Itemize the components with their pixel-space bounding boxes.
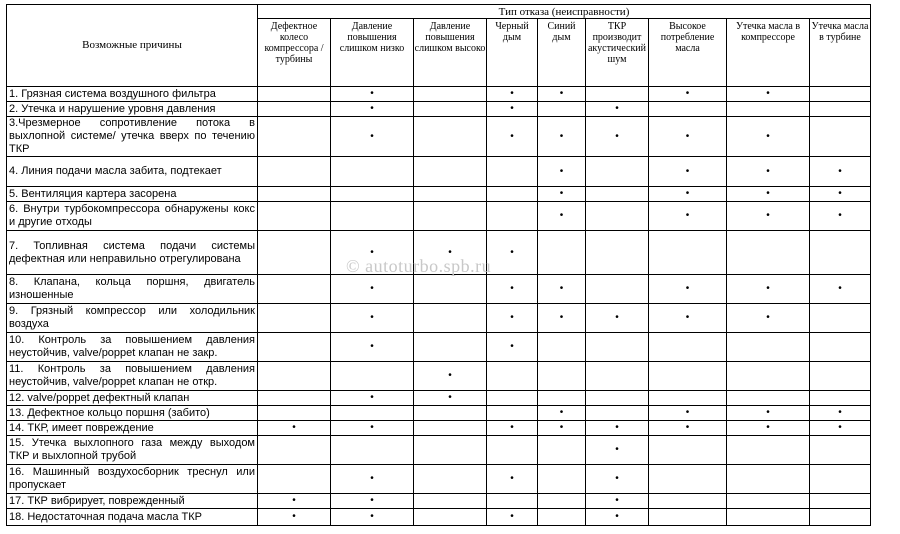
bullet-mark: • — [448, 392, 452, 403]
bullet-mark: • — [766, 312, 770, 323]
mark-cell — [586, 494, 649, 509]
mark-cell — [538, 465, 586, 494]
col-header-oil-leak-compressor: Утечка масла в компрессоре — [727, 19, 810, 87]
cause-cell: 1. Грязная система воздушного фильтра — [7, 87, 258, 102]
mark-cell — [538, 202, 586, 231]
mark-cell — [538, 406, 586, 421]
mark-cell — [586, 421, 649, 436]
cause-cell: 10. Контроль за повышением давления неустойчив, valve/poppet клапан не закр. — [7, 333, 258, 362]
mark-cell — [331, 465, 414, 494]
mark-cell — [810, 157, 871, 187]
cause-cell: 15. Утечка выхлопного газа между выходом ТКР и выхлопной трубой — [7, 436, 258, 465]
mark-cell — [586, 231, 649, 275]
bullet-mark: • — [510, 473, 514, 484]
mark-cell — [810, 406, 871, 421]
bullet-mark: • — [559, 188, 564, 199]
mark-cell — [414, 333, 487, 362]
mark-cell — [331, 231, 414, 275]
mark-cell — [727, 465, 810, 494]
mark-cell — [414, 157, 487, 187]
mark-cell — [727, 494, 810, 509]
mark-cell — [538, 494, 586, 509]
mark-cell — [649, 202, 727, 231]
bullet-mark: • — [559, 210, 564, 221]
mark-cell — [649, 465, 727, 494]
mark-cell — [538, 117, 586, 157]
mark-cell — [810, 421, 871, 436]
bullet-mark: • — [615, 473, 619, 484]
mark-cell — [586, 102, 649, 117]
cause-cell: 14. ТКР, имеет повреждение — [7, 421, 258, 436]
mark-cell — [258, 231, 331, 275]
bullet-mark: • — [766, 407, 770, 418]
mark-cell — [586, 509, 649, 526]
table-row — [7, 421, 871, 436]
bullet-mark: • — [615, 312, 619, 323]
mark-cell — [487, 117, 538, 157]
mark-cell — [331, 117, 414, 157]
mark-cell — [810, 102, 871, 117]
mark-cell — [414, 202, 487, 231]
mark-cell — [727, 333, 810, 362]
mark-cell — [538, 436, 586, 465]
mark-cell — [331, 436, 414, 465]
mark-cell — [810, 465, 871, 494]
mark-cell — [487, 465, 538, 494]
bullet-mark: • — [370, 246, 374, 258]
bullet-mark: • — [292, 511, 296, 522]
mark-cell — [810, 117, 871, 157]
bullet-mark: • — [559, 88, 564, 99]
mark-cell — [258, 421, 331, 436]
bullet-mark: • — [370, 511, 374, 522]
mark-cell — [586, 187, 649, 202]
mark-cell — [810, 362, 871, 391]
mark-cell — [649, 117, 727, 157]
mark-cell — [649, 304, 727, 333]
mark-cell — [727, 117, 810, 157]
mark-cell — [258, 391, 331, 406]
table-row — [7, 304, 871, 333]
mark-cell — [258, 494, 331, 509]
mark-cell — [414, 87, 487, 102]
bullet-mark: • — [685, 88, 690, 99]
col-header-high-oil-consumption: Высокое потребление масла — [649, 19, 727, 87]
mark-cell — [331, 187, 414, 202]
bullet-mark: • — [292, 422, 296, 433]
mark-cell — [414, 421, 487, 436]
mark-cell — [727, 157, 810, 187]
mark-cell — [258, 406, 331, 421]
bullet-mark: • — [559, 312, 564, 323]
bullet-mark: • — [685, 130, 690, 142]
mark-cell — [258, 187, 331, 202]
bullet-mark: • — [615, 422, 619, 433]
table-row — [7, 494, 871, 509]
mark-cell — [258, 202, 331, 231]
mark-cell — [538, 275, 586, 304]
cause-cell: 9. Грязный компрессор или холодильник воздуха — [7, 304, 258, 333]
mark-cell — [810, 509, 871, 526]
cause-cell: 3.Чрезмерное сопротивление потока в выхлопной системе/ утечка вверх по течению ТКР — [7, 117, 258, 157]
mark-cell — [487, 509, 538, 526]
bullet-mark: • — [838, 422, 842, 433]
table-row — [7, 333, 871, 362]
table-row — [7, 102, 871, 117]
table-row — [7, 391, 871, 406]
mark-cell — [649, 157, 727, 187]
bullet-mark: • — [615, 444, 619, 455]
mark-cell — [487, 421, 538, 436]
bullet-mark: • — [766, 422, 770, 433]
mark-cell — [727, 362, 810, 391]
mark-cell — [414, 187, 487, 202]
col-header-black-smoke: Черный дым — [487, 19, 538, 87]
col-header-defective-wheel: Дефектное колесо компрессора /турбины — [258, 19, 331, 87]
cause-cell: 2. Утечка и нарушение уровня давления — [7, 102, 258, 117]
bullet-mark: • — [615, 103, 619, 114]
mark-cell — [414, 304, 487, 333]
cause-cell: 4. Линия подачи масла забита, подтекает — [7, 157, 258, 187]
bullet-mark: • — [448, 246, 452, 258]
bullet-mark: • — [766, 88, 770, 99]
mark-cell — [586, 436, 649, 465]
table-row — [7, 231, 871, 275]
mark-cell — [331, 304, 414, 333]
cause-cell: 8. Клапана, кольца поршня, двигатель изношенные — [7, 275, 258, 304]
bullet-mark: • — [559, 283, 564, 294]
mark-cell — [331, 406, 414, 421]
mark-cell — [810, 304, 871, 333]
mark-cell — [586, 362, 649, 391]
col-header-blue-smoke: Синий дым — [538, 19, 586, 87]
table-row — [7, 465, 871, 494]
cause-cell: 13. Дефектное кольцо поршня (забито) — [7, 406, 258, 421]
bullet-mark: • — [615, 130, 619, 142]
col-header-acoustic-noise: ТКР производит акустический шум — [586, 19, 649, 87]
bullet-mark: • — [559, 407, 564, 418]
mark-cell — [487, 231, 538, 275]
cause-cell: 16. Машинный воздухосборник треснул или пропускает — [7, 465, 258, 494]
mark-cell — [331, 102, 414, 117]
mark-cell — [258, 87, 331, 102]
mark-cell — [649, 87, 727, 102]
cause-cell: 11. Контроль за повышением давления неустойчив, valve/poppet клапан не откр. — [7, 362, 258, 391]
mark-cell — [414, 102, 487, 117]
table-row — [7, 436, 871, 465]
mark-cell — [727, 421, 810, 436]
mark-cell — [727, 406, 810, 421]
bullet-mark: • — [370, 473, 374, 484]
bullet-mark: • — [370, 392, 374, 403]
mark-cell — [586, 406, 649, 421]
mark-cell — [258, 102, 331, 117]
mark-cell — [414, 494, 487, 509]
mark-cell — [727, 391, 810, 406]
bullet-mark: • — [766, 188, 770, 199]
bullet-mark: • — [766, 130, 770, 142]
mark-cell — [487, 102, 538, 117]
mark-cell — [331, 391, 414, 406]
mark-cell — [331, 202, 414, 231]
mark-cell — [538, 509, 586, 526]
bullet-mark: • — [370, 341, 374, 352]
mark-cell — [487, 333, 538, 362]
mark-cell — [586, 275, 649, 304]
mark-cell — [487, 202, 538, 231]
mark-cell — [538, 157, 586, 187]
mark-cell — [649, 102, 727, 117]
bullet-mark: • — [685, 188, 690, 199]
mark-cell — [258, 275, 331, 304]
mark-cell — [331, 275, 414, 304]
bullet-mark: • — [838, 165, 842, 177]
mark-cell — [649, 436, 727, 465]
bullet-mark: • — [685, 165, 690, 177]
mark-cell — [258, 117, 331, 157]
mark-cell — [810, 202, 871, 231]
bullet-mark: • — [559, 165, 564, 177]
mark-cell — [586, 202, 649, 231]
mark-cell — [258, 465, 331, 494]
cause-cell: 6. Внутри турбокомпрессора обнаружены кокс и другие отходы — [7, 202, 258, 231]
col-header-oil-leak-turbine: Утечка масла в турбине — [810, 19, 871, 87]
mark-cell — [414, 362, 487, 391]
bullet-mark: • — [559, 130, 564, 142]
table-row — [7, 87, 871, 102]
mark-cell — [586, 117, 649, 157]
bullet-mark: • — [685, 210, 690, 221]
bullet-mark: • — [510, 422, 514, 433]
bullet-mark: • — [559, 422, 564, 433]
mark-cell — [414, 275, 487, 304]
bullet-mark: • — [510, 88, 514, 99]
bullet-mark: • — [838, 188, 842, 199]
mark-cell — [258, 333, 331, 362]
troubleshooting-table — [6, 4, 871, 526]
table-row — [7, 509, 871, 526]
mark-cell — [586, 304, 649, 333]
mark-cell — [586, 87, 649, 102]
mark-cell — [487, 436, 538, 465]
mark-cell — [414, 465, 487, 494]
bullet-mark: • — [370, 495, 374, 506]
mark-cell — [487, 157, 538, 187]
bullet-mark: • — [510, 130, 514, 142]
table-row — [7, 117, 871, 157]
table-row — [7, 275, 871, 304]
bullet-mark: • — [448, 370, 452, 381]
mark-cell — [258, 436, 331, 465]
mark-cell — [727, 187, 810, 202]
mark-cell — [810, 391, 871, 406]
bullet-mark: • — [838, 283, 842, 294]
table-row — [7, 406, 871, 421]
bullet-mark: • — [370, 103, 374, 114]
bullet-mark: • — [685, 283, 690, 294]
col-header-boost-high: Давление повышения слишком высоко — [414, 19, 487, 87]
mark-cell — [258, 509, 331, 526]
bullet-mark: • — [510, 341, 514, 352]
mark-cell — [414, 436, 487, 465]
bullet-mark: • — [292, 495, 296, 506]
bullet-mark: • — [838, 210, 842, 221]
mark-cell — [810, 494, 871, 509]
bullet-mark: • — [766, 210, 770, 221]
mark-cell — [586, 391, 649, 406]
bullet-mark: • — [510, 103, 514, 114]
cause-cell: 7. Топливная система подачи системы дефектная или неправильно отрегулирована — [7, 231, 258, 275]
bullet-mark: • — [685, 312, 690, 323]
mark-cell — [649, 494, 727, 509]
bullet-mark: • — [615, 495, 619, 506]
mark-cell — [487, 304, 538, 333]
mark-cell — [649, 333, 727, 362]
mark-cell — [538, 362, 586, 391]
bullet-mark: • — [510, 312, 514, 323]
cause-cell: 17. ТКР вибрирует, поврежденный — [7, 494, 258, 509]
mark-cell — [586, 333, 649, 362]
mark-cell — [538, 87, 586, 102]
mark-cell — [414, 509, 487, 526]
mark-cell — [649, 391, 727, 406]
cause-cell: 5. Вентиляция картера засорена — [7, 187, 258, 202]
mark-cell — [810, 231, 871, 275]
mark-cell — [727, 202, 810, 231]
mark-cell — [586, 465, 649, 494]
mark-cell — [649, 421, 727, 436]
table-row — [7, 362, 871, 391]
mark-cell — [331, 509, 414, 526]
mark-cell — [538, 391, 586, 406]
bullet-mark: • — [370, 422, 374, 433]
col-header-boost-low: Давление повышения слишком низко — [331, 19, 414, 87]
bullet-mark: • — [685, 422, 690, 433]
bullet-mark: • — [615, 511, 619, 522]
mark-cell — [487, 494, 538, 509]
mark-cell — [810, 436, 871, 465]
bullet-mark: • — [838, 407, 842, 418]
mark-cell — [810, 187, 871, 202]
cause-cell: 18. Недостаточная подача масла ТКР — [7, 509, 258, 526]
table-row — [7, 202, 871, 231]
mark-cell — [414, 406, 487, 421]
bullet-mark: • — [685, 407, 690, 418]
cause-cell: 12. valve/poppet дефектный клапан — [7, 391, 258, 406]
bullet-mark: • — [510, 246, 514, 258]
mark-cell — [586, 157, 649, 187]
mark-cell — [727, 304, 810, 333]
mark-cell — [538, 187, 586, 202]
bullet-mark: • — [370, 130, 374, 142]
mark-cell — [649, 275, 727, 304]
mark-cell — [331, 157, 414, 187]
mark-cell — [538, 333, 586, 362]
possible-causes-header: Возможные причины — [7, 5, 258, 87]
mark-cell — [487, 406, 538, 421]
mark-cell — [649, 231, 727, 275]
failure-type-header: Тип отказа (неисправности) — [258, 5, 871, 19]
mark-cell — [810, 333, 871, 362]
mark-cell — [258, 362, 331, 391]
mark-cell — [331, 494, 414, 509]
bullet-mark: • — [370, 283, 374, 294]
mark-cell — [810, 275, 871, 304]
mark-cell — [810, 87, 871, 102]
mark-cell — [538, 231, 586, 275]
mark-cell — [727, 231, 810, 275]
mark-cell — [727, 102, 810, 117]
mark-cell — [331, 421, 414, 436]
mark-cell — [414, 391, 487, 406]
mark-cell — [487, 87, 538, 102]
table-row — [7, 187, 871, 202]
mark-cell — [727, 275, 810, 304]
mark-cell — [487, 275, 538, 304]
mark-cell — [727, 87, 810, 102]
bullet-mark: • — [766, 283, 770, 294]
mark-cell — [649, 362, 727, 391]
bullet-mark: • — [370, 88, 374, 99]
mark-cell — [331, 333, 414, 362]
mark-cell — [258, 157, 331, 187]
mark-cell — [487, 362, 538, 391]
mark-cell — [487, 391, 538, 406]
mark-cell — [331, 87, 414, 102]
mark-cell — [727, 436, 810, 465]
bullet-mark: • — [766, 165, 770, 177]
mark-cell — [538, 304, 586, 333]
mark-cell — [538, 421, 586, 436]
mark-cell — [727, 509, 810, 526]
bullet-mark: • — [510, 283, 514, 294]
watermark: © autoturbo.spb.ru — [346, 256, 492, 276]
mark-cell — [649, 406, 727, 421]
mark-cell — [649, 187, 727, 202]
mark-cell — [414, 231, 487, 275]
mark-cell — [538, 102, 586, 117]
mark-cell — [331, 362, 414, 391]
table-row — [7, 157, 871, 187]
mark-cell — [649, 509, 727, 526]
mark-cell — [258, 304, 331, 333]
bullet-mark: • — [510, 511, 514, 522]
mark-cell — [487, 187, 538, 202]
mark-cell — [414, 117, 487, 157]
bullet-mark: • — [370, 312, 374, 323]
